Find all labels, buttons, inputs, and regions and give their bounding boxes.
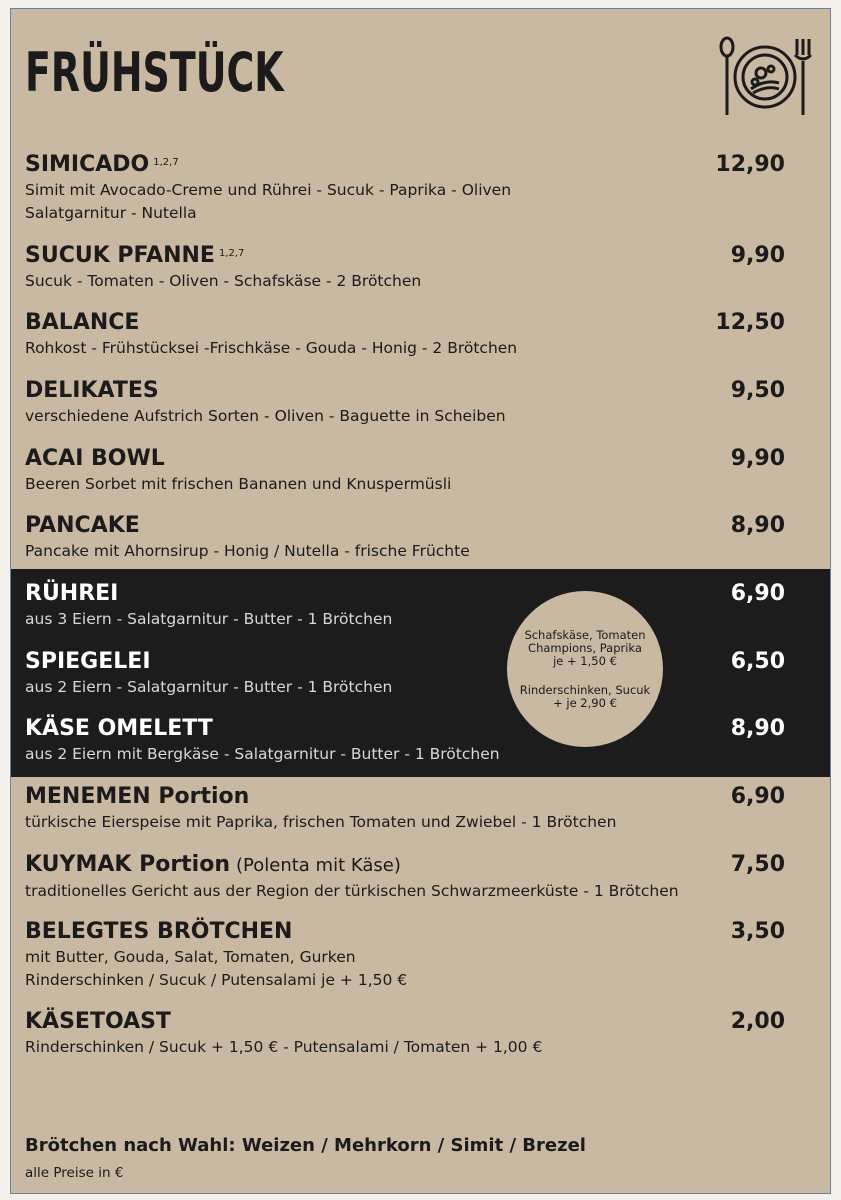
item-name: RÜHREI — [25, 581, 119, 606]
item-price: 7,50 — [730, 852, 785, 877]
menu-item-ruehrei — [25, 581, 785, 631]
item-name: SIMICADO — [25, 152, 150, 177]
item-name: BALANCE — [25, 310, 140, 335]
allergen-codes: 1,2,7 — [153, 157, 179, 168]
item-description: aus 2 Eiern - Salatgarnitur - Butter - 1 Brötchen — [25, 678, 393, 696]
item-description: Rohkost - Frühstücksei -Frischkäse - Gouda - Honig - 2 Brötchen — [25, 339, 518, 357]
item-description: aus 2 Eiern mit Bergkäse - Salatgarnitur - Butter - 1 Brötchen — [25, 745, 500, 763]
item-price: 6,90 — [730, 784, 785, 809]
item-price: 9,90 — [730, 446, 785, 471]
menu-item-pancake — [25, 513, 785, 563]
bread-choice-note: Brötchen nach Wahl: Weizen / Mehrkorn / Simit / Brezel — [25, 1135, 586, 1156]
item-extra: (Polenta mit Käse) — [236, 855, 401, 876]
item-price: 12,90 — [715, 152, 785, 177]
item-price: 8,90 — [730, 716, 785, 741]
menu-item-sucuk-pfanne — [25, 243, 785, 293]
item-price: 12,50 — [715, 310, 785, 335]
menu-item-delikates — [25, 378, 785, 428]
item-name: PANCAKE — [25, 513, 140, 538]
item-name: SUCUK PFANNE — [25, 243, 215, 268]
item-description: traditionelles Gericht aus der Region der türkischen Schwarzmeerküste - 1 Brötchen — [25, 882, 679, 900]
item-description: mit Butter, Gouda, Salat, Tomaten, Gurken — [25, 948, 356, 966]
item-price: 8,90 — [730, 513, 785, 538]
egg-dishes-section — [11, 569, 830, 777]
menu-item-belegtes-broetchen — [25, 919, 785, 992]
item-name: KÄSE OMELETT — [25, 716, 213, 741]
item-name: BELEGTES BRÖTCHEN — [25, 919, 293, 944]
extras-bubble — [507, 591, 663, 747]
item-description: Sucuk - Tomaten - Oliven - Schafskäse - 2 Brötchen — [25, 272, 422, 290]
item-name: KÄSETOAST — [25, 1009, 171, 1034]
item-price: 6,50 — [730, 649, 785, 674]
item-description: aus 3 Eiern - Salatgarnitur - Butter - 1 Brötchen — [25, 610, 393, 628]
menu-item-acai-bowl — [25, 446, 785, 496]
menu-item-kaese-omelett — [25, 716, 785, 766]
item-name: SPIEGELEI — [25, 649, 151, 674]
item-description: Salatgarnitur - Nutella — [25, 204, 197, 222]
item-price: 9,90 — [730, 243, 785, 268]
allergen-codes: 1,2,7 — [218, 248, 245, 259]
extras-line: + je 2,90 € — [553, 695, 617, 710]
menu-item-kuymak — [25, 852, 785, 903]
item-description: Rinderschinken / Sucuk / Putensalami je + 1,50 € — [25, 971, 408, 989]
menu-item-menemen — [25, 784, 785, 834]
item-name: MENEMEN Portion — [25, 784, 250, 809]
plate-with-spoon-fork-icon — [717, 33, 813, 121]
item-price: 9,50 — [730, 378, 785, 403]
menu-item-kaesetoast — [25, 1009, 785, 1059]
page-title: FRÜHSTÜCK — [25, 41, 284, 104]
item-price: 2,00 — [730, 1009, 785, 1034]
extras-line: je + 1,50 € — [553, 653, 617, 668]
item-name: KUYMAK Portion — [25, 852, 231, 877]
item-description: verschiedene Aufstrich Sorten - Oliven - Baguette in Scheiben — [25, 407, 506, 425]
item-price: 6,90 — [730, 581, 785, 606]
item-description: Beeren Sorbet mit frischen Bananen und Knuspermüsli — [25, 475, 452, 493]
item-name: ACAI BOWL — [25, 446, 165, 471]
menu-item-spiegelei — [25, 649, 785, 699]
item-description: Rinderschinken / Sucuk + 1,50 € - Putensalami / Tomaten + 1,00 € — [25, 1038, 543, 1056]
item-price: 3,50 — [730, 919, 785, 944]
item-description: Pancake mit Ahornsirup - Honig / Nutella - frische Früchte — [25, 542, 470, 560]
menu-item-simicado — [25, 152, 785, 225]
item-description: türkische Eierspeise mit Paprika, frischen Tomaten und Zwiebel - 1 Brötchen — [25, 813, 617, 831]
item-name: DELIKATES — [25, 378, 159, 403]
prices-note: alle Preise in € — [25, 1165, 124, 1181]
extras-line: Rinderschinken, Sucuk — [519, 682, 651, 697]
menu-item-balance — [25, 310, 785, 360]
menu-page — [10, 8, 831, 1194]
extras-line: Schafskäse, Tomaten — [524, 627, 646, 642]
extras-line: Champions, Paprika — [528, 640, 642, 655]
item-description: Simit mit Avocado-Creme und Rührei - Sucuk - Paprika - Oliven — [25, 181, 512, 199]
